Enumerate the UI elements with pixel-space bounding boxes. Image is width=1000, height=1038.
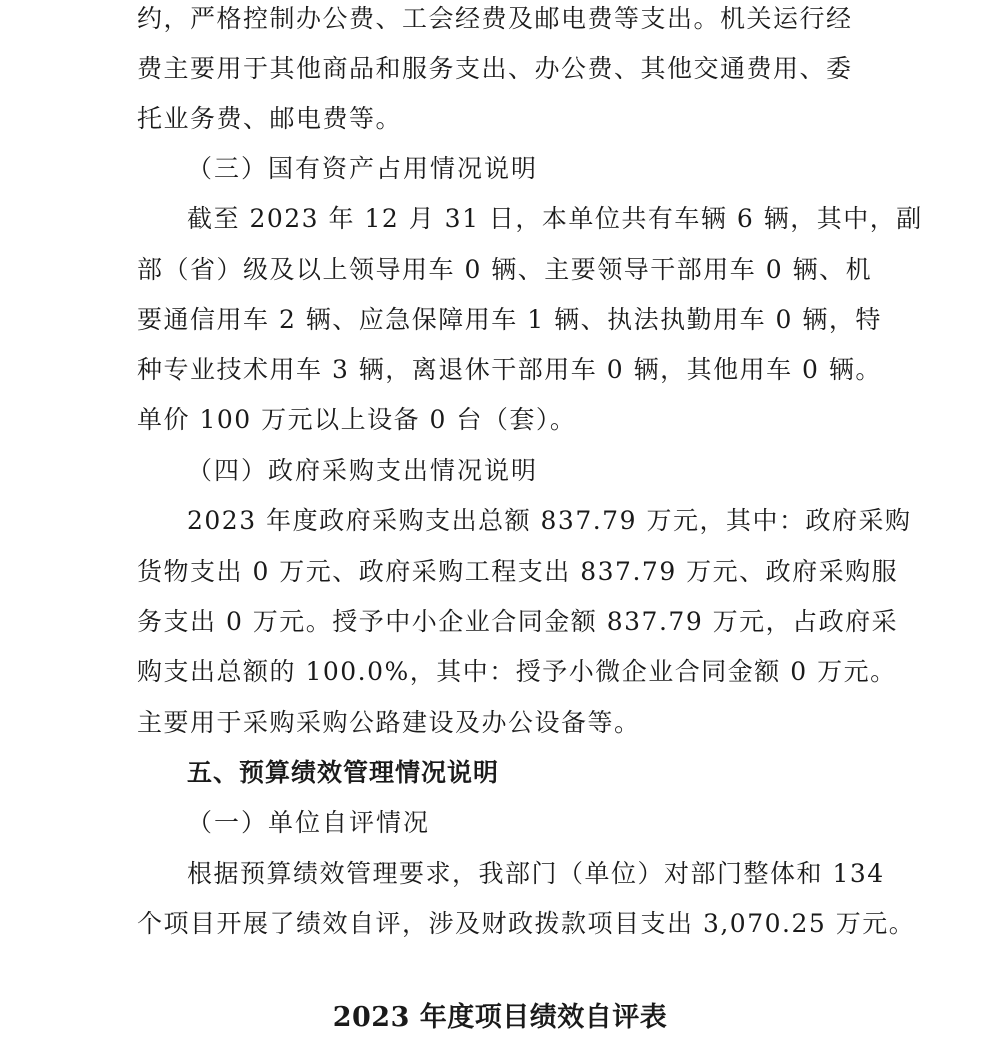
paragraph-line: 购支出总额的 100.0%，其中：授予小微企业合同金额 0 万元。 [137,657,897,686]
paragraph-line: 货物支出 0 万元、政府采购工程支出 837.79 万元、政府采购服 [137,557,899,586]
paragraph-line: 要通信用车 2 辆、应急保障用车 1 辆、执法执勤用车 0 辆，特 [137,305,882,334]
paragraph-line: 主要用于采购采购公路建设及办公设备等。 [137,708,641,737]
section-heading-assets: （三）国有资产占用情况说明 [187,154,539,183]
paragraph-line: 种专业技术用车 3 辆，离退休干部用车 0 辆，其他用车 0 辆。 [137,355,882,384]
paragraph-line: 约，严格控制办公费、工会经费及邮电费等支出。机关运行经 [137,4,853,33]
paragraph-line: 部（省）级及以上领导用车 0 辆、主要领导干部用车 0 辆、机 [137,255,873,284]
paragraph-line: 个项目开展了绩效自评，涉及财政拨款项目支出 3,070.25 万元。 [137,909,916,938]
paragraph-line: 托业务费、邮电费等。 [137,104,403,133]
paragraph-line: 单价 100 万元以上设备 0 台（套）。 [137,405,577,434]
paragraph-line: 根据预算绩效管理要求，我部门（单位）对部门整体和 134 [187,859,885,888]
section-heading-procurement: （四）政府采购支出情况说明 [187,456,539,485]
paragraph-line: 务支出 0 万元。授予中小企业合同金额 837.79 万元，占政府采 [137,607,899,636]
paragraph-line: 2023 年度政府采购支出总额 837.79 万元，其中：政府采购 [187,506,912,535]
section-heading-performance: 五、预算绩效管理情况说明 [187,758,500,787]
table-title: 2023 年度项目绩效自评表 [332,1002,668,1033]
paragraph-line: 截至 2023 年 12 月 31 日，本单位共有车辆 6 辆，其中，副 [187,204,923,233]
subsection-heading-self-evaluation: （一）单位自评情况 [187,808,431,837]
paragraph-line: 费主要用于其他商品和服务支出、办公费、其他交通费用、委 [137,54,853,83]
